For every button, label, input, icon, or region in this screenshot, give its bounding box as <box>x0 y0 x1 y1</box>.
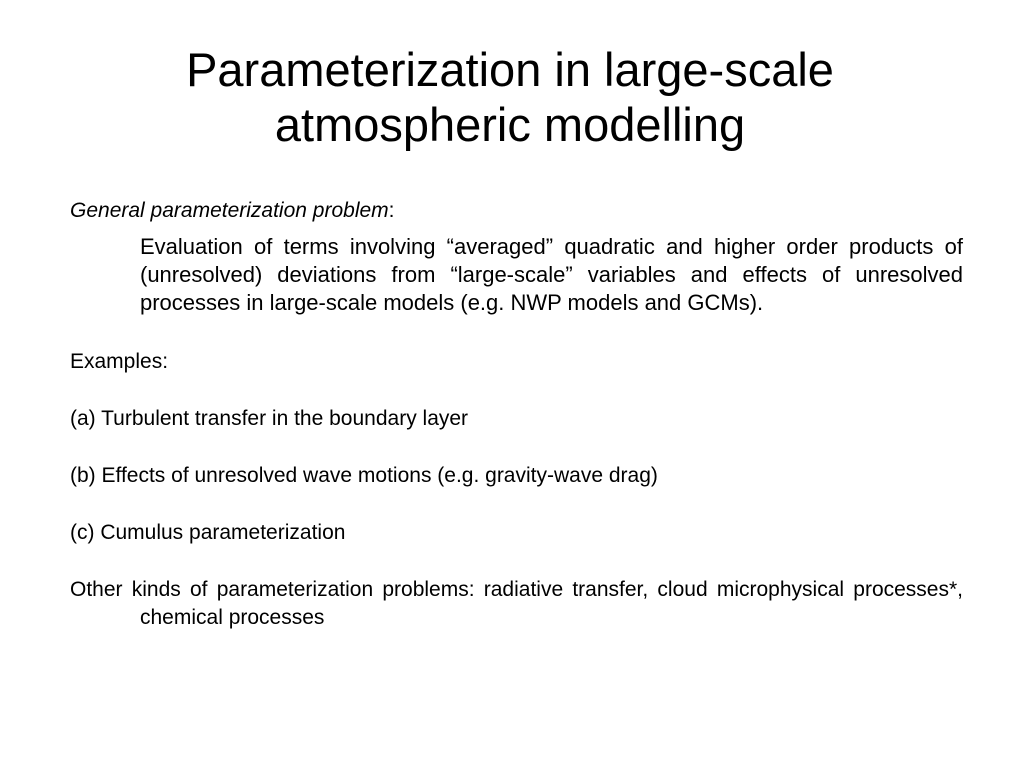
intro-colon: : <box>388 199 395 222</box>
slide-body <box>70 197 963 632</box>
example-item-a: (a) Turbulent transfer in the boundary layer <box>70 407 469 430</box>
examples-heading: Examples: <box>70 350 169 373</box>
example-item-c: (c) Cumulus parameterization <box>70 521 346 544</box>
slide-title: Parameterization in large-scale atmospheric modelling <box>186 43 834 151</box>
intro-line <box>70 197 963 225</box>
intro-label: General parameterization problem <box>70 199 389 222</box>
example-item-b: (b) Effects of unresolved wave motions (e.g. gravity-wave drag) <box>70 464 658 487</box>
definition-text: Evaluation of terms involving “averaged” quadratic and higher order products of (unresolved) deviations from “large-scale” variables and effects of unresolved processes in large-scale models (e.g. NWP models and GCMs). <box>140 234 963 315</box>
other-problems-text: Other kinds of parameterization problems: radiative transfer, cloud microphysical processes*, chemical processes <box>70 578 963 629</box>
